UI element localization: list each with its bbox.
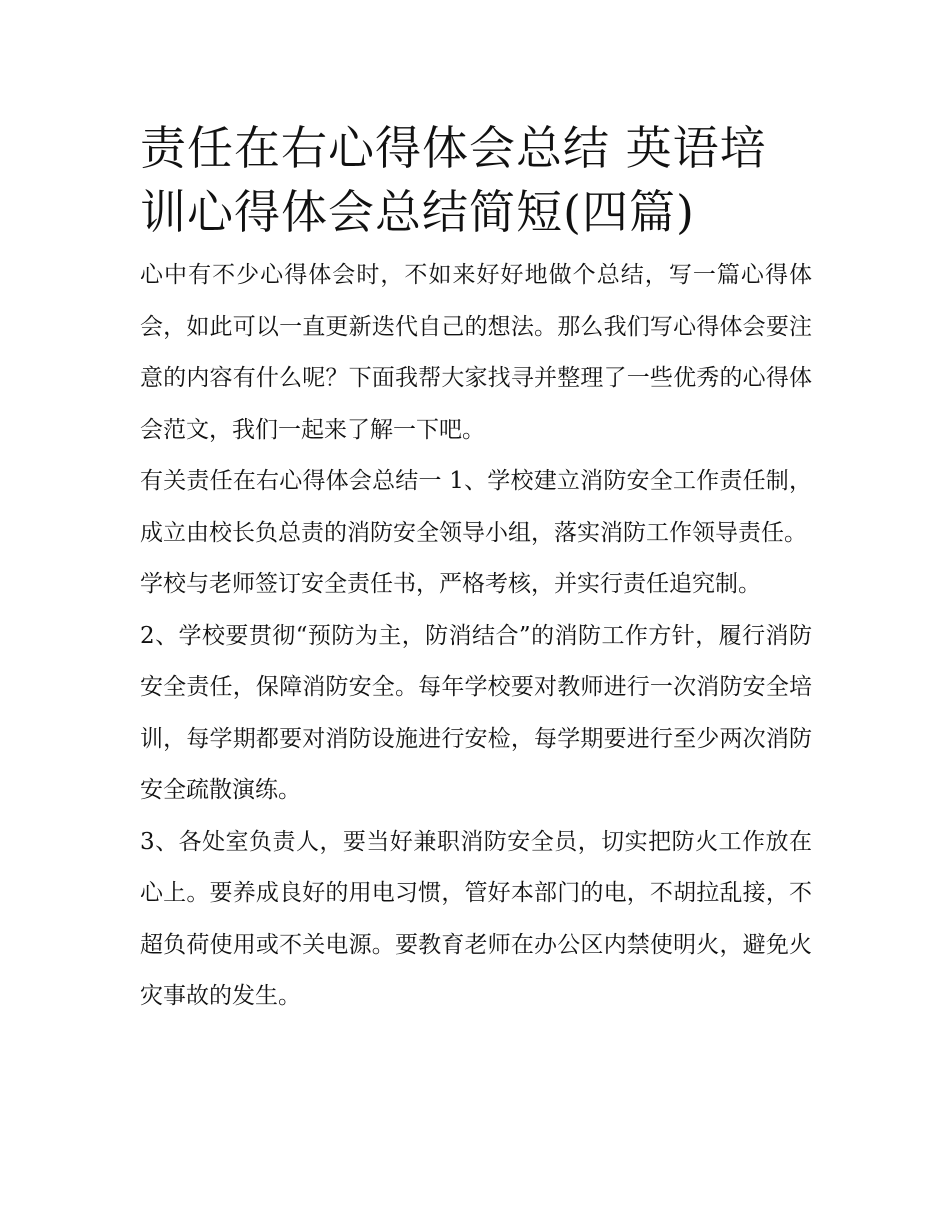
paragraph-item-3: 3、各处室负责人，要当好兼职消防安全员，切实把防火工作放在心上。要养成良好的用电习惯，管好本部门的电，不胡拉乱接，不超负荷使用或不关电源。要教育老师在办公区内禁使明火，避免火灾事故的发生。 xyxy=(140,828,812,1009)
paragraph-intro: 心中有不少心得体会时，不如来好好地做个总结，写一篇心得体会，如此可以一直更新迭代自己的想法。那么我们写心得体会要注意的内容有什么呢？下面我帮大家找寻并整理了一些优秀的心得体会范文，我们一起来了解一下吧。 xyxy=(140,262,812,443)
document-title: 责任在右心得体会总结 英语培训心得体会总结简短(四篇) xyxy=(140,121,767,239)
document-content xyxy=(140,116,812,1023)
paragraph-item-2: 2、学校要贯彻“预防为主，防消结合”的消防工作方针，履行消防安全责任，保障消防安全。每年学校要对教师进行一次消防安全培训，每学期都要对消防设施进行安检，每学期要进行至少两次消防安全疏散演练。 xyxy=(140,622,812,803)
paragraph-responsibility: 学校与老师签订安全责任书，严格考核，并实行责任追究制。 xyxy=(140,571,761,597)
paragraph-section-1: 有关责任在右心得体会总结一 1、学校建立消防安全工作责任制，成立由校长负总责的消防安全领导小组，落实消防工作领导责任。 xyxy=(140,468,812,546)
